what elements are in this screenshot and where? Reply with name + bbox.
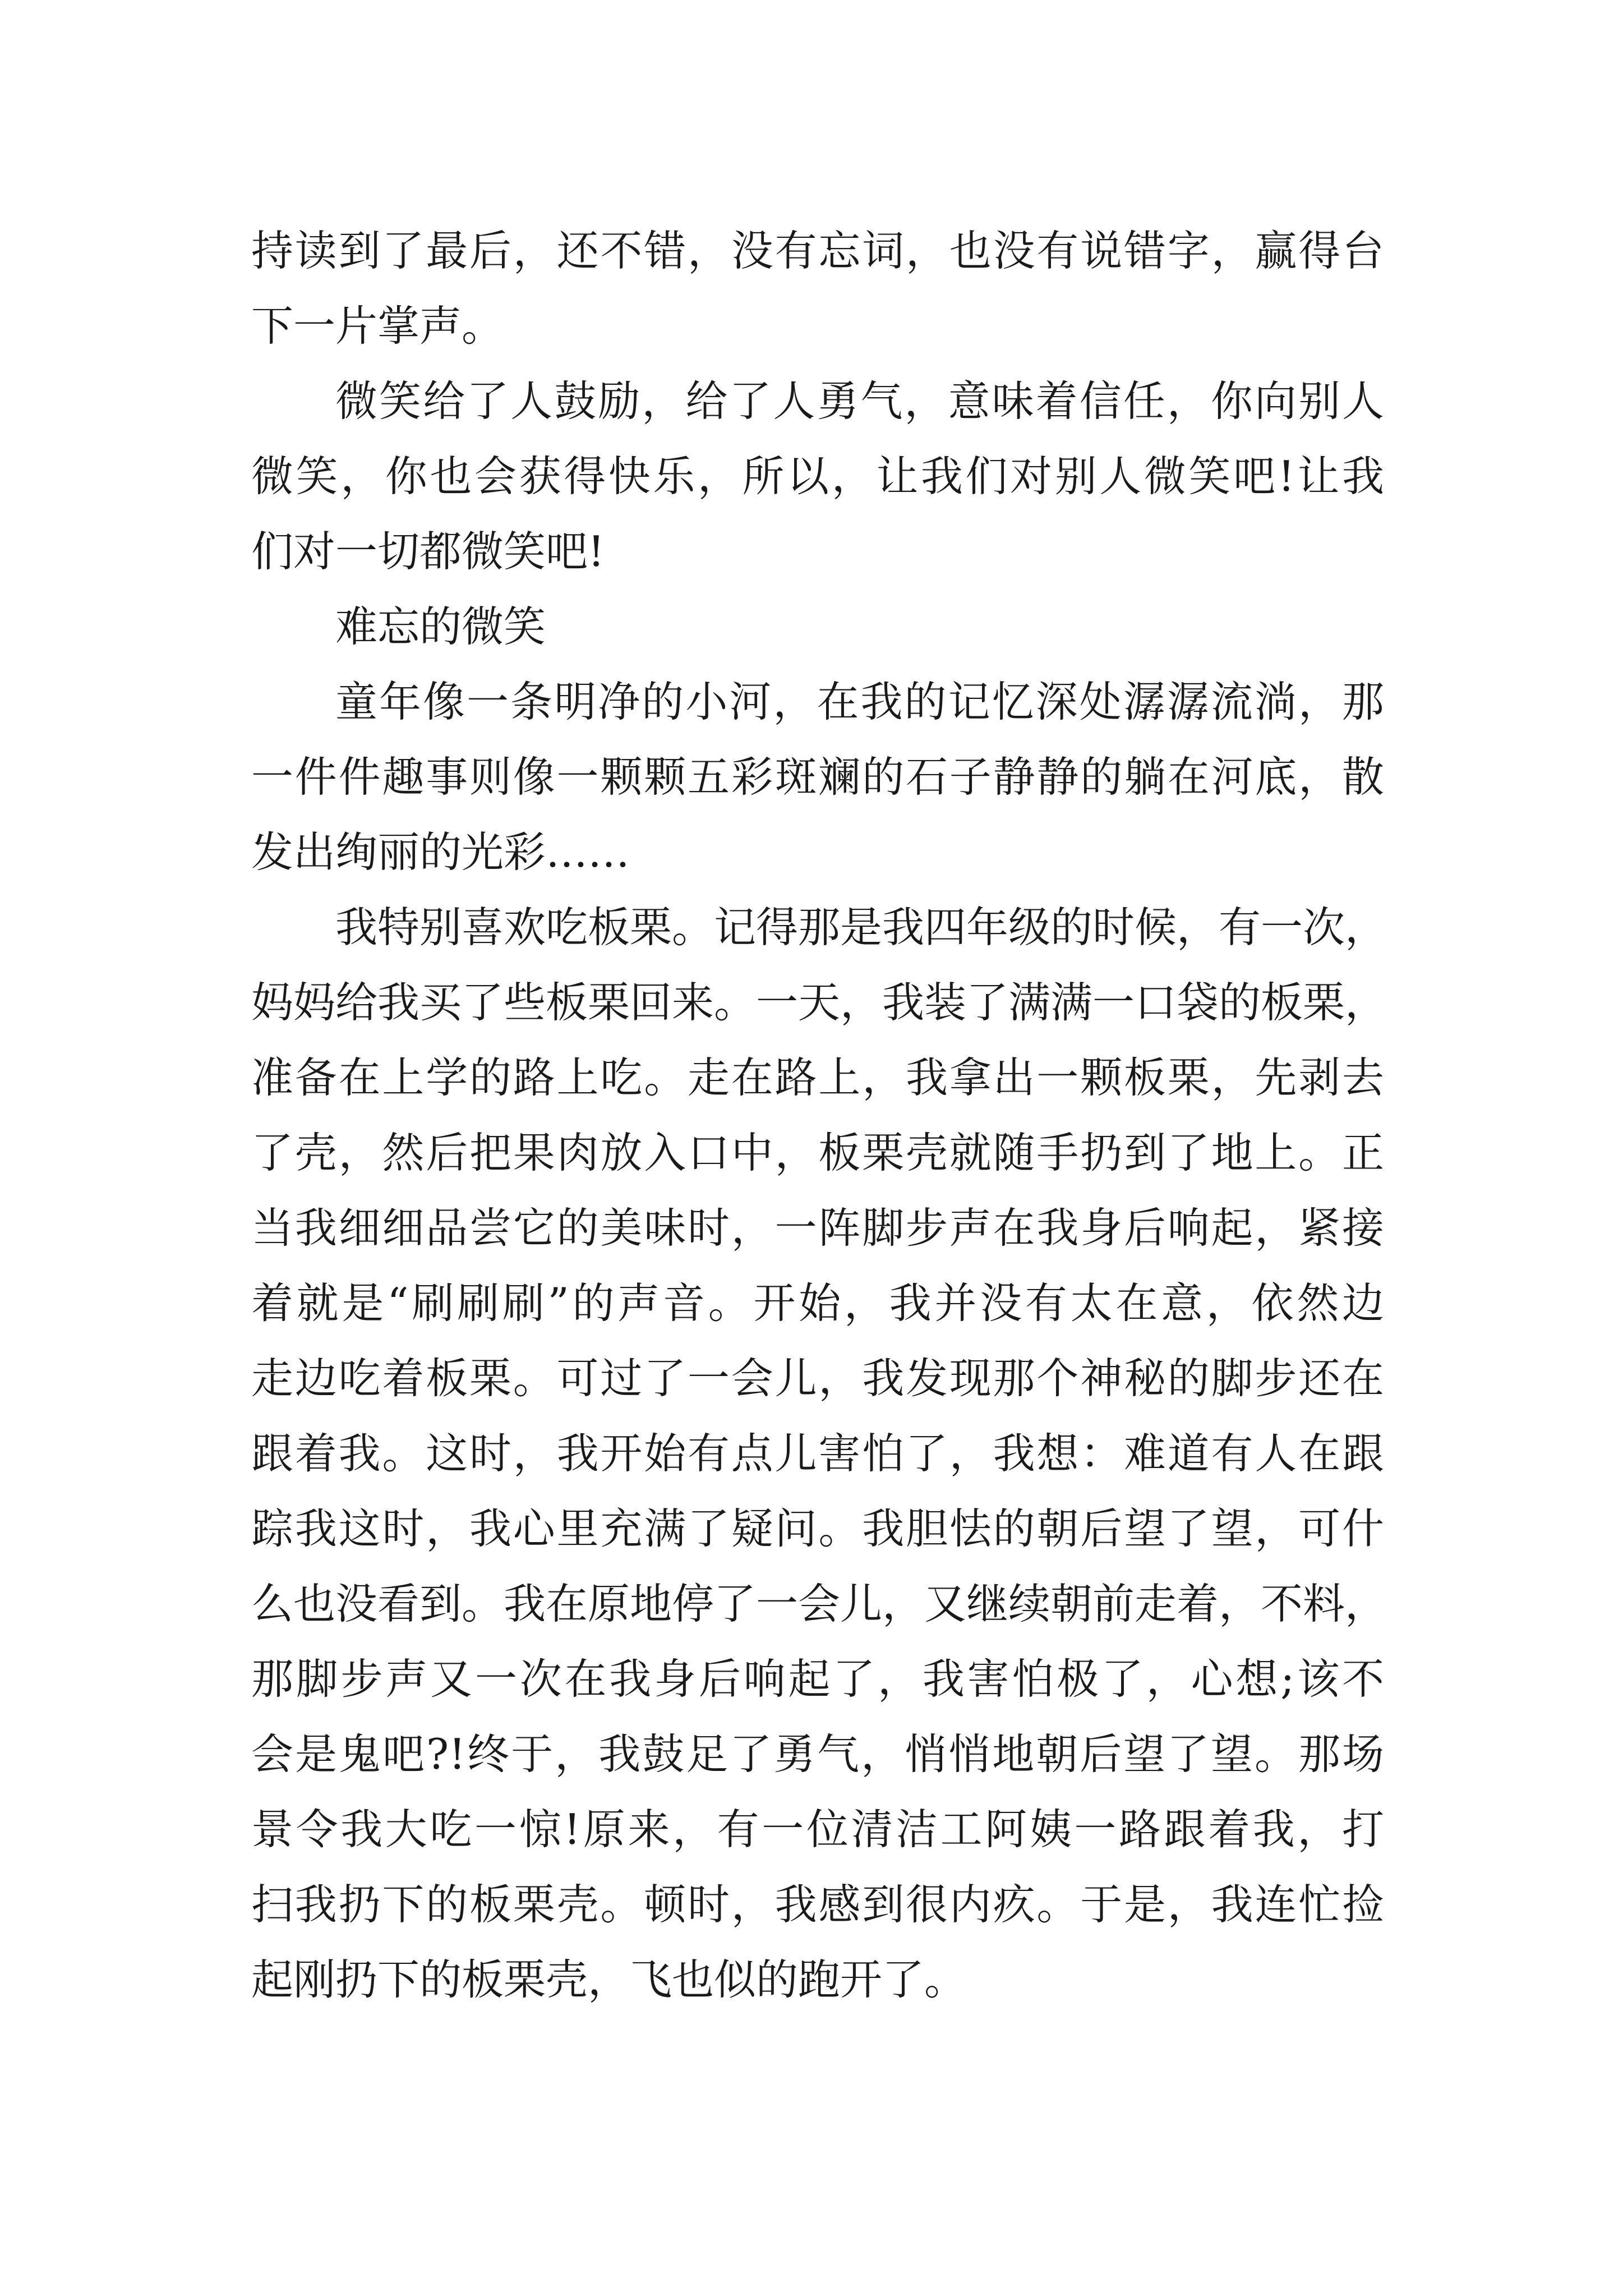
heading-text: 难忘的微笑 bbox=[335, 602, 546, 651]
text-line: 童年像一条明净的小河，在我的记忆深处潺潺流淌，那 bbox=[335, 677, 1384, 726]
text-line: 下一片掌声。 bbox=[251, 301, 504, 351]
text-line: 当我细细品尝它的美味时，一阵脚步声在我身后响起，紧接 bbox=[251, 1203, 1384, 1253]
text-line: 妈妈给我买了些板栗回来。一天，我装了满满一口袋的板栗， bbox=[251, 978, 1387, 1027]
text-line: 么也没看到。我在原地停了一会儿，又继续朝前走着，不料， bbox=[251, 1579, 1387, 1628]
text-line: 准备在上学的路上吃。走在路上，我拿出一颗板栗，先剥去 bbox=[251, 1053, 1384, 1102]
text-line: 景令我大吃一惊!原来，有一位清洁工阿姨一路跟着我，打 bbox=[251, 1805, 1384, 1854]
text-line: 我特别喜欢吃板栗。记得那是我四年级的时候，有一次， bbox=[335, 903, 1387, 952]
text-line: 微笑，你也会获得快乐，所以，让我们对别人微笑吧!让我 bbox=[251, 452, 1384, 501]
text-line: 会是鬼吧?!终于，我鼓足了勇气，悄悄地朝后望了望。那场 bbox=[251, 1729, 1384, 1779]
text-line: 持读到了最后，还不错，没有忘词，也没有说错字，赢得台 bbox=[251, 226, 1384, 275]
text-line: 走边吃着板栗。可过了一会儿，我发现那个神秘的脚步还在 bbox=[251, 1354, 1384, 1403]
text-line: 微笑给了人鼓励，给了人勇气，意味着信任，你向别人 bbox=[335, 376, 1384, 426]
text-line: 扫我扔下的板栗壳。顿时，我感到很内疚。于是，我连忙捡 bbox=[251, 1880, 1384, 1929]
text-line: 那脚步声又一次在我身后响起了，我害怕极了，心想;该不 bbox=[251, 1654, 1384, 1704]
paragraph bbox=[251, 664, 1384, 890]
text-line: 跟着我。这时，我开始有点儿害怕了，我想：难道有人在跟 bbox=[251, 1429, 1384, 1478]
text-line: 踪我这时，我心里充满了疑问。我胆怯的朝后望了望，可什 bbox=[251, 1504, 1384, 1553]
text-line: 了壳，然后把果肉放入口中，板栗壳就随手扔到了地上。正 bbox=[251, 1128, 1384, 1177]
section-heading bbox=[251, 589, 1384, 664]
text-line: 着就是“刷刷刷”的声音。开始，我并没有太在意，依然边 bbox=[251, 1278, 1384, 1328]
paragraph bbox=[251, 364, 1384, 589]
text-line: 们对一切都微笑吧! bbox=[251, 527, 605, 576]
paragraph bbox=[251, 890, 1387, 2017]
document-body bbox=[251, 213, 1387, 2017]
text-line: 起刚扔下的板栗壳，飞也似的跑开了。 bbox=[251, 1955, 967, 2004]
text-line: 发出绚丽的光彩…… bbox=[251, 827, 630, 877]
paragraph bbox=[251, 213, 1384, 364]
text-line: 一件件趣事则像一颗颗五彩斑斓的石子静静的躺在河底，散 bbox=[251, 752, 1384, 802]
